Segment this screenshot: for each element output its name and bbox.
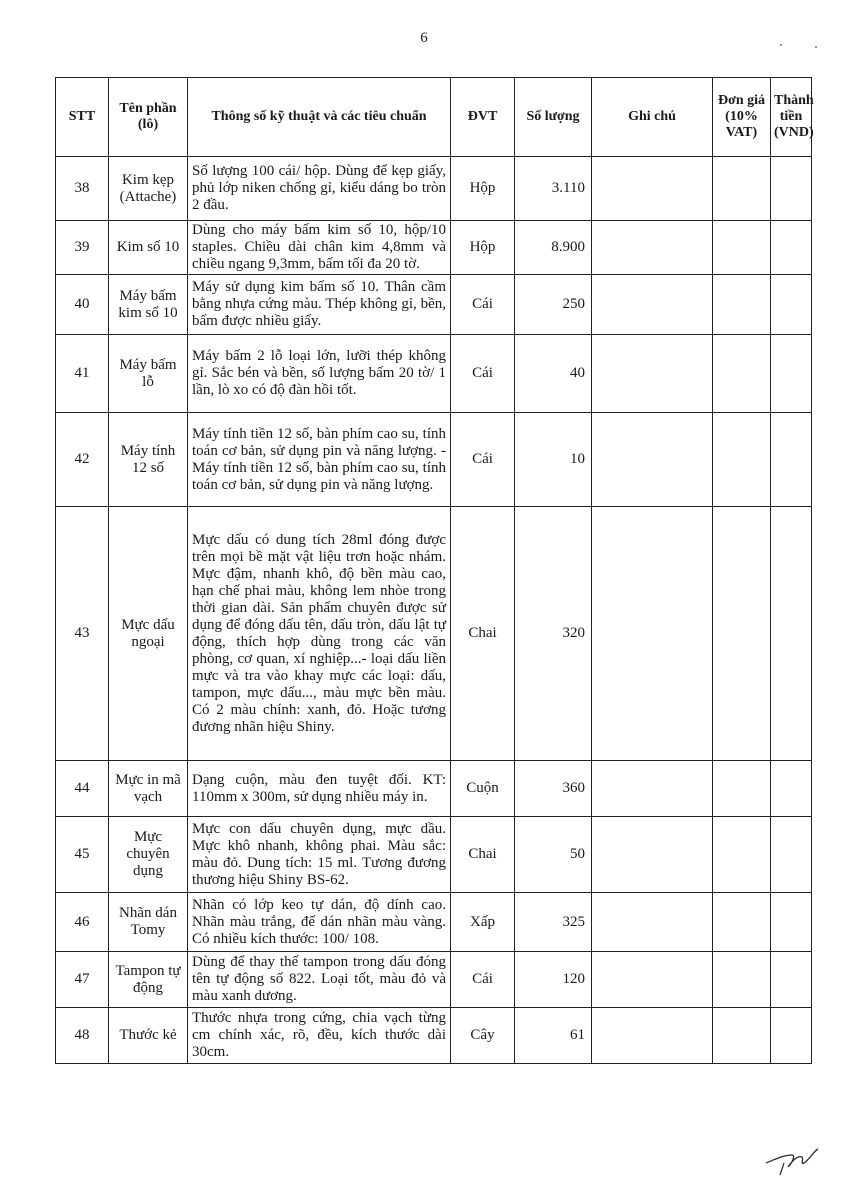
table-row	[56, 507, 812, 761]
items-table	[55, 77, 812, 1064]
header-qty: Số lượng	[515, 78, 592, 157]
cell-unit: Cây	[451, 1008, 515, 1064]
cell-stt: 45	[56, 817, 109, 893]
cell-total	[771, 335, 812, 413]
table-row	[56, 817, 812, 893]
cell-spec: Mực con dấu chuyên dụng, mực dầu. Mực khô nhanh, không phai. Màu sắc: màu đỏ. Dung tích: 15 ml. Tương đương thương hiệu Shiny BS-62.	[188, 817, 451, 893]
cell-stt: 46	[56, 893, 109, 952]
cell-name: Tampon tự động	[109, 952, 188, 1008]
cell-stt: 39	[56, 221, 109, 275]
cell-unit: Cái	[451, 275, 515, 335]
cell-name: Mực chuyên dụng	[109, 817, 188, 893]
cell-unit: Hộp	[451, 157, 515, 221]
cell-unit: Cái	[451, 952, 515, 1008]
cell-spec: Dùng để thay thế tampon trong dấu đóng tên tự động số 822. Loại tốt, màu đỏ và màu xanh dương.	[188, 952, 451, 1008]
cell-price	[713, 335, 771, 413]
cell-name: Mực dấu ngoại	[109, 507, 188, 761]
header-note: Ghi chú	[592, 78, 713, 157]
cell-spec: Máy sử dụng kim bấm số 10. Thân cầm bằng nhựa cứng màu. Thép không gỉ, bền, bấm được nhiều giấy.	[188, 275, 451, 335]
cell-qty: 61	[515, 1008, 592, 1064]
cell-note	[592, 893, 713, 952]
signature	[762, 1137, 822, 1177]
header-stt: STT	[56, 78, 109, 157]
cell-price	[713, 761, 771, 817]
cell-spec: Máy bấm 2 lỗ loại lớn, lưỡi thép không gỉ. Sắc bén và bền, số lượng bấm 20 tờ/ 1 lần, lò xo có độ đàn hồi tốt.	[188, 335, 451, 413]
header-total: Thành tiền (VND)	[771, 78, 812, 157]
cell-price	[713, 275, 771, 335]
cell-spec: Số lượng 100 cái/ hộp. Dùng để kẹp giấy, phủ lớp niken chống gỉ, kiểu dáng bo tròn 2 đầu.	[188, 157, 451, 221]
cell-stt: 43	[56, 507, 109, 761]
cell-stt: 42	[56, 413, 109, 507]
cell-unit: Chai	[451, 817, 515, 893]
table-row	[56, 157, 812, 221]
cell-spec: Mực dấu có dung tích 28ml đóng được trên mọi bề mặt vật liệu trơn hoặc nhám. Mực đậm, nhanh khô, độ bền màu cao, hạn chế phai màu, không lem nhòe trong thời gian dài. Sản phẩm chuyên được sử dụng để đóng dấu tên, dấu tròn, dấu lật tự động, thích hợp dùng trong các văn phòng, cơ quan, xí nghiệp...- loại dấu liền mực và tra vào khay mực các loại: dấu, tampon, mực dấu..., màu mực bền màu. Có 2 màu chính: xanh, đỏ. Hoặc tương đương nhãn hiệu Shiny.	[188, 507, 451, 761]
cell-price	[713, 413, 771, 507]
cell-total	[771, 221, 812, 275]
cell-total	[771, 1008, 812, 1064]
cell-stt: 48	[56, 1008, 109, 1064]
scan-mark	[780, 44, 782, 46]
cell-unit: Cuộn	[451, 761, 515, 817]
cell-spec: Dạng cuộn, màu đen tuyệt đối. KT: 110mm x 300m, sử dụng nhiều máy in.	[188, 761, 451, 817]
cell-total	[771, 275, 812, 335]
cell-spec: Thước nhựa trong cứng, chia vạch từng cm chính xác, rõ, đều, kích thước dài 30cm.	[188, 1008, 451, 1064]
cell-total	[771, 413, 812, 507]
cell-stt: 47	[56, 952, 109, 1008]
table-row	[56, 952, 812, 1008]
cell-price	[713, 507, 771, 761]
cell-name: Máy bấm lỗ	[109, 335, 188, 413]
cell-total	[771, 893, 812, 952]
cell-name: Kim số 10	[109, 221, 188, 275]
cell-unit: Cái	[451, 335, 515, 413]
cell-spec: Nhãn có lớp keo tự dán, độ dính cao. Nhãn màu trắng, đế dán nhãn màu vàng. Có nhiều kích thước: 100/ 108.	[188, 893, 451, 952]
cell-price	[713, 1008, 771, 1064]
cell-total	[771, 157, 812, 221]
cell-qty: 8.900	[515, 221, 592, 275]
table-row	[56, 413, 812, 507]
header-unit: ĐVT	[451, 78, 515, 157]
cell-stt: 40	[56, 275, 109, 335]
cell-name: Máy tính 12 số	[109, 413, 188, 507]
table-row	[56, 1008, 812, 1064]
table-row	[56, 335, 812, 413]
cell-note	[592, 761, 713, 817]
cell-qty: 325	[515, 893, 592, 952]
cell-stt: 44	[56, 761, 109, 817]
cell-note	[592, 221, 713, 275]
cell-unit: Cái	[451, 413, 515, 507]
cell-note	[592, 952, 713, 1008]
cell-stt: 38	[56, 157, 109, 221]
cell-note	[592, 817, 713, 893]
cell-qty: 320	[515, 507, 592, 761]
table-row	[56, 761, 812, 817]
cell-note	[592, 1008, 713, 1064]
table-row	[56, 221, 812, 275]
cell-qty: 250	[515, 275, 592, 335]
cell-spec: Dùng cho máy bấm kim số 10, hộp/10 staples. Chiều dài chân kim 4,8mm và chiều ngang 9,3mm, bấm tối đa 20 tờ.	[188, 221, 451, 275]
cell-note	[592, 275, 713, 335]
header-row	[56, 78, 812, 157]
cell-spec: Máy tính tiền 12 số, bàn phím cao su, tính toán cơ bản, sử dụng pin và năng lượng. - Máy tính tiền 12 số, bàn phím cao su, tính toán cơ bản, sử dụng pin và năng lượng.	[188, 413, 451, 507]
cell-price	[713, 952, 771, 1008]
cell-total	[771, 817, 812, 893]
cell-note	[592, 413, 713, 507]
cell-price	[713, 817, 771, 893]
cell-name: Nhãn dán Tomy	[109, 893, 188, 952]
table-row	[56, 893, 812, 952]
header-price: Đơn giá (10% VAT)	[713, 78, 771, 157]
cell-note	[592, 507, 713, 761]
page-number: 6	[420, 30, 428, 46]
cell-qty: 360	[515, 761, 592, 817]
cell-total	[771, 507, 812, 761]
cell-price	[713, 221, 771, 275]
cell-note	[592, 157, 713, 221]
cell-qty: 10	[515, 413, 592, 507]
cell-price	[713, 157, 771, 221]
cell-name: Kim kẹp (Attache)	[109, 157, 188, 221]
header-spec: Thông số kỹ thuật và các tiêu chuẩn	[188, 78, 451, 157]
cell-unit: Xấp	[451, 893, 515, 952]
cell-name: Mực in mã vạch	[109, 761, 188, 817]
cell-stt: 41	[56, 335, 109, 413]
cell-qty: 50	[515, 817, 592, 893]
cell-qty: 40	[515, 335, 592, 413]
cell-name: Máy bấm kim số 10	[109, 275, 188, 335]
header-name: Tên phần (lô)	[109, 78, 188, 157]
cell-total	[771, 952, 812, 1008]
cell-unit: Hộp	[451, 221, 515, 275]
cell-qty: 3.110	[515, 157, 592, 221]
cell-unit: Chai	[451, 507, 515, 761]
cell-qty: 120	[515, 952, 592, 1008]
scan-mark	[815, 46, 817, 48]
cell-name: Thước kẻ	[109, 1008, 188, 1064]
cell-price	[713, 893, 771, 952]
cell-total	[771, 761, 812, 817]
cell-note	[592, 335, 713, 413]
table-row	[56, 275, 812, 335]
